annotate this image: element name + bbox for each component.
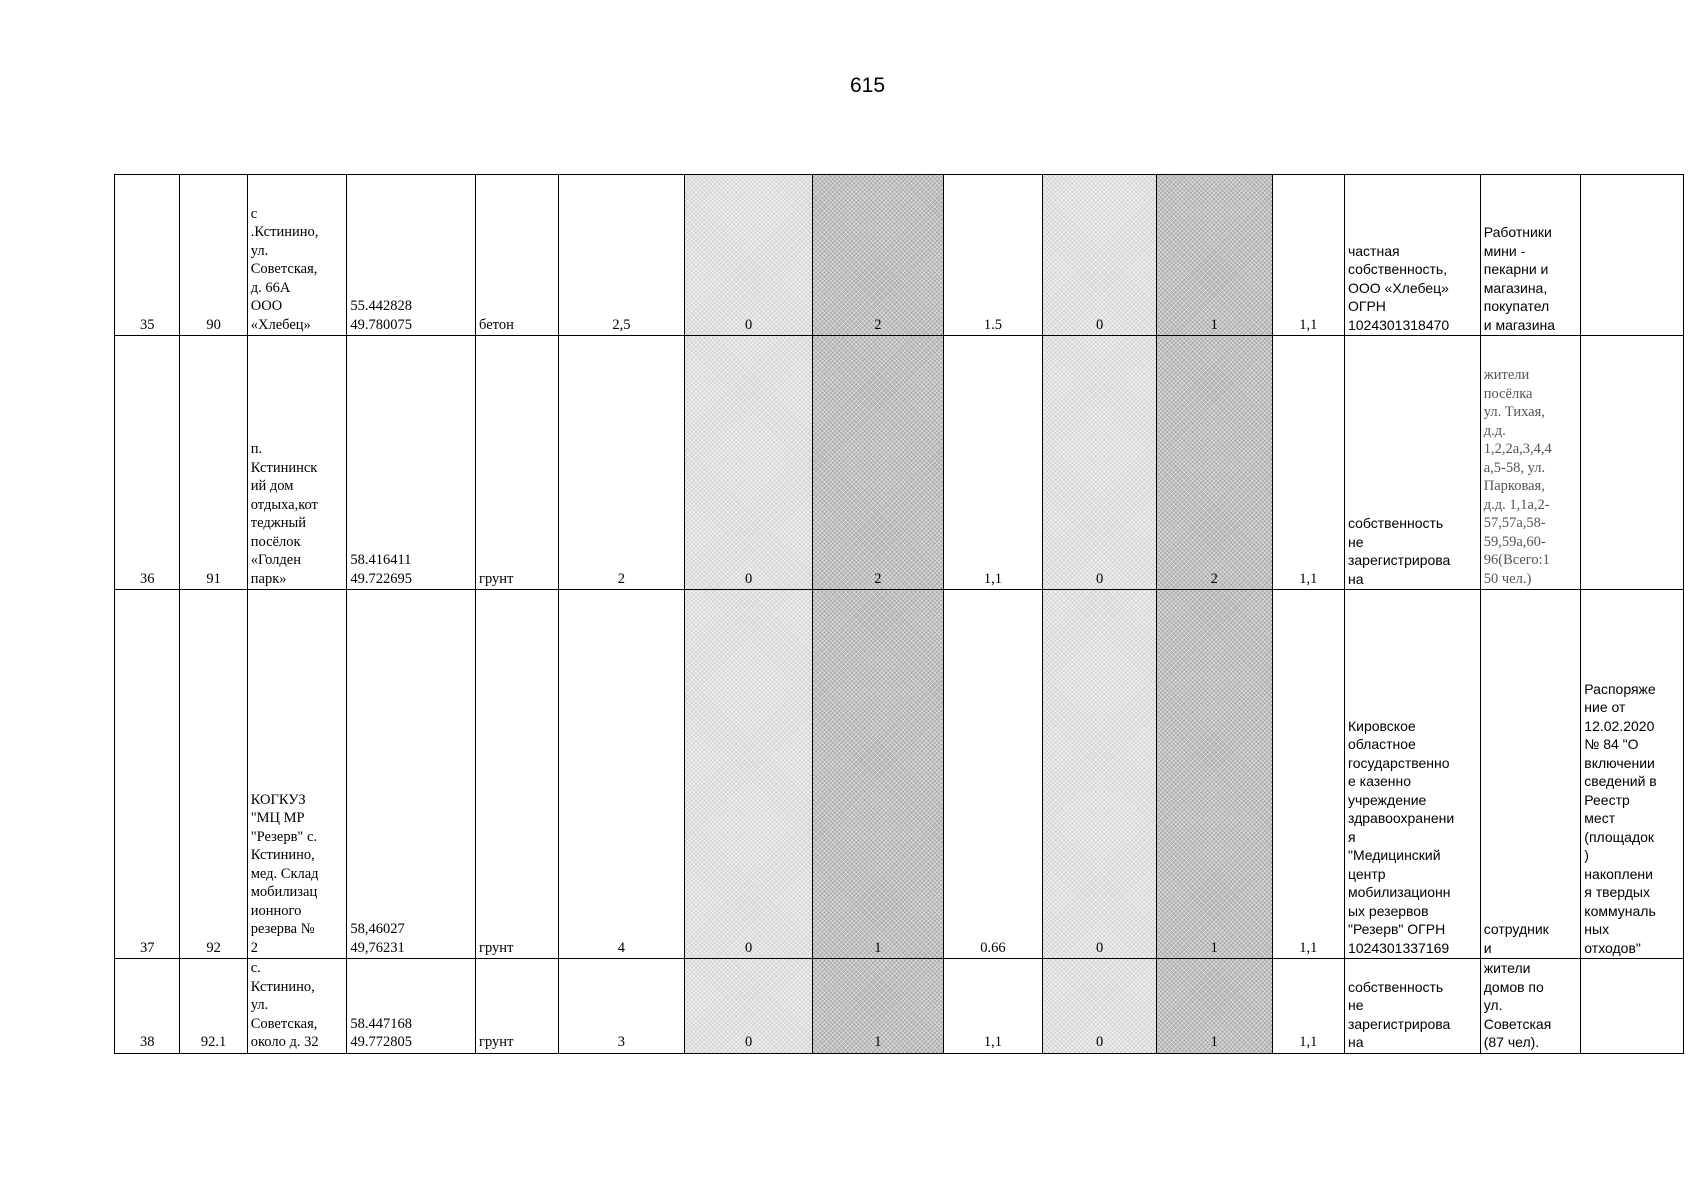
surface-type: грунт <box>476 336 558 590</box>
note <box>1581 336 1684 590</box>
shaded-cell: 1 <box>812 959 943 1054</box>
shaded-cell: 2 <box>1156 336 1272 590</box>
shaded-cell: 0 <box>1043 959 1157 1054</box>
row-number: 36 <box>115 336 180 590</box>
owner-info: частная собственность, ООО «Хлебец» ОГРН 1024301318470 <box>1344 175 1480 336</box>
shaded-cell: 0 <box>685 175 813 336</box>
site-area: 2,5 <box>558 175 685 336</box>
shaded-cell: 0 <box>1043 336 1157 590</box>
site-id: 91 <box>180 336 247 590</box>
table-row <box>115 336 1684 590</box>
shaded-cell: 0 <box>685 336 813 590</box>
shaded-cell: 0 <box>1043 590 1157 959</box>
surface-type: грунт <box>476 590 558 959</box>
site-coordinates: 58.447168 49.772805 <box>347 959 476 1054</box>
shaded-cell: 0 <box>685 959 813 1054</box>
shaded-cell: 1 <box>1156 959 1272 1054</box>
container-volume-2: 1,1 <box>1272 959 1344 1054</box>
waste-sources: Работники мини - пекарни и магазина, покупател и магазина <box>1480 175 1581 336</box>
surface-type: грунт <box>476 959 558 1054</box>
table-row <box>115 959 1684 1054</box>
waste-sites-table <box>114 174 1684 1054</box>
shaded-cell: 2 <box>812 175 943 336</box>
shaded-cell: 1 <box>1156 590 1272 959</box>
note <box>1581 175 1684 336</box>
container-volume-2: 1,1 <box>1272 175 1344 336</box>
shaded-cell: 1 <box>1156 175 1272 336</box>
shaded-cell: 0 <box>685 590 813 959</box>
waste-sources: жители посёлка ул. Тихая, д.д. 1,2,2а,3,4,4 а,5-58, ул. Парковая, д.д. 1,1а,2- 57,57а,58- 59,59а,60- 96(Всего:1 50 чел.) <box>1480 336 1581 590</box>
surface-type: бетон <box>476 175 558 336</box>
shaded-cell: 1 <box>812 590 943 959</box>
site-coordinates: 58.416411 49.722695 <box>347 336 476 590</box>
container-volume: 1,1 <box>943 336 1043 590</box>
shaded-cell: 0 <box>1043 175 1157 336</box>
container-volume: 0.66 <box>943 590 1043 959</box>
owner-info: собственность не зарегистрирова на <box>1344 336 1480 590</box>
container-volume-2: 1,1 <box>1272 590 1344 959</box>
owner-info: собственность не зарегистрирова на <box>1344 959 1480 1054</box>
note <box>1581 959 1684 1054</box>
waste-sources: жители домов по ул. Советская (87 чел). <box>1480 959 1581 1054</box>
container-volume-2: 1,1 <box>1272 336 1344 590</box>
site-address: п. Кстининск ий дом отдыха,кот теджный посёлок «Голден парк» <box>247 336 347 590</box>
waste-sources: сотрудник и <box>1480 590 1581 959</box>
container-volume: 1.5 <box>943 175 1043 336</box>
table-row <box>115 175 1684 336</box>
page-number: 615 <box>849 74 886 97</box>
site-address: с .Кстинино, ул. Советская, д. 66А ООО «Хлебец» <box>247 175 347 336</box>
note: Распоряже ние от 12.02.2020 № 84 "О включении сведений в Реестр мест (площадок ) накоплени я твердых коммуналь ных отходов" <box>1581 590 1684 959</box>
site-area: 4 <box>558 590 685 959</box>
site-id: 92 <box>180 590 247 959</box>
container-volume: 1,1 <box>943 959 1043 1054</box>
row-number: 37 <box>115 590 180 959</box>
site-coordinates: 55.442828 49.780075 <box>347 175 476 336</box>
site-address: КОГКУЗ "МЦ МР "Резерв" с. Кстинино, мед. Склад мобилизац ионного резерва № 2 <box>247 590 347 959</box>
site-address: с. Кстинино, ул. Советская, около д. 32 <box>247 959 347 1054</box>
owner-info: Кировское областное государственно е казенно учреждение здравоохранени я "Медицинский центр мобилизационн ых резервов "Резерв" ОГРН 1024301337169 <box>1344 590 1480 959</box>
site-coordinates: 58,46027 49,76231 <box>347 590 476 959</box>
row-number: 35 <box>115 175 180 336</box>
table-row <box>115 590 1684 959</box>
site-area: 2 <box>558 336 685 590</box>
site-id: 92.1 <box>180 959 247 1054</box>
site-area: 3 <box>558 959 685 1054</box>
site-id: 90 <box>180 175 247 336</box>
shaded-cell: 2 <box>812 336 943 590</box>
row-number: 38 <box>115 959 180 1054</box>
